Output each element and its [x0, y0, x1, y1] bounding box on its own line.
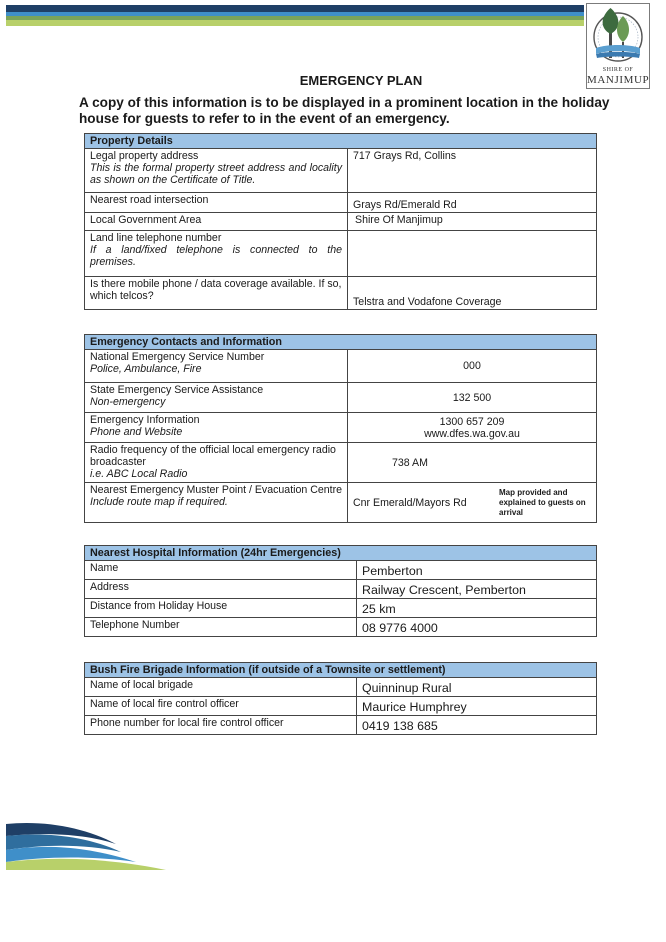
radio-label-cell [85, 443, 348, 483]
muster-note: Map provided and explained to guests on arrival [499, 487, 586, 517]
fire-officer-label: Name of local fire control officer [85, 697, 357, 716]
muster-value-cell [348, 483, 597, 523]
intersection-label: Nearest road intersection [85, 193, 348, 213]
national-number-label: National Emergency Service Number [90, 351, 265, 363]
legal-address-label-cell [85, 149, 348, 193]
national-number-label-cell [85, 350, 348, 383]
brigade-name-label: Name of local brigade [85, 678, 357, 697]
top-band-lime [6, 20, 584, 26]
emergency-contacts-table [84, 334, 597, 523]
landline-hint: If a land/fixed telephone is connected to the premises. [90, 244, 342, 268]
hospital-address-value: Railway Crescent, Pemberton [357, 580, 597, 599]
emergency-info-value [348, 413, 597, 443]
muster-label: Nearest Emergency Muster Point / Evacuation Centre [90, 484, 343, 496]
ses-label-cell [85, 383, 348, 413]
hospital-name-label: Name [85, 561, 357, 580]
logo-name: MANJIMUP [587, 74, 650, 86]
hospital-phone-value: 08 9776 4000 [357, 618, 597, 637]
legal-address-value: 717 Grays Rd, Collins [348, 149, 597, 193]
hospital-address-label: Address [85, 580, 357, 599]
national-number-value: 000 [348, 350, 597, 383]
hospital-distance-value: 25 km [357, 599, 597, 618]
lga-value: Shire Of Manjimup [348, 213, 597, 231]
hospital-phone-label: Telephone Number [85, 618, 357, 637]
hospital-name-value: Pemberton [357, 561, 597, 580]
muster-value: Cnr Emerald/Mayors Rd [353, 496, 467, 509]
emergency-info-label-cell [85, 413, 348, 443]
lga-label: Local Government Area [85, 213, 348, 231]
section-heading-brigade: Bush Fire Brigade Information (if outside of a Townsite or settlement) [85, 663, 597, 678]
ses-hint: Non-emergency [90, 396, 166, 408]
fire-officer-value: Maurice Humphrey [357, 697, 597, 716]
muster-label-cell [85, 483, 348, 523]
muster-hint: Include route map if required. [90, 496, 228, 508]
section-heading-property: Property Details [85, 134, 597, 149]
section-heading-contacts: Emergency Contacts and Information [85, 335, 597, 350]
emergency-info-hint: Phone and Website [90, 426, 183, 438]
legal-address-hint: This is the formal property street address and locality as shown on the Certificate of Title. [90, 162, 342, 186]
legal-address-label: Legal property address [90, 150, 199, 162]
property-details-table [84, 133, 597, 310]
tree-emblem-icon [587, 4, 649, 66]
emergency-info-label: Emergency Information [90, 414, 200, 426]
radio-hint: i.e. ABC Local Radio [90, 468, 188, 480]
logo-top-text: SHIRE OF [602, 67, 634, 73]
page-title: EMERGENCY PLAN [299, 73, 423, 88]
emergency-info-website: www.dfes.wa.gov.au [424, 427, 520, 440]
intersection-value: Grays Rd/Emerald Rd [348, 193, 597, 213]
fire-officer-phone-label: Phone number for local fire control officer [85, 716, 357, 735]
landline-label-cell [85, 231, 348, 277]
brigade-table [84, 662, 597, 735]
footer-swoosh-graphic [6, 822, 171, 874]
ses-label: State Emergency Service Assistance [90, 384, 264, 396]
hospital-table [84, 545, 597, 637]
landline-label: Land line telephone number [90, 232, 222, 244]
section-heading-hospital: Nearest Hospital Information (24hr Emergencies) [85, 546, 597, 561]
page-subtitle: A copy of this information is to be displayed in a prominent location in the holiday house for guests to refer to in the event of an emergency. [79, 95, 610, 126]
radio-label: Radio frequency of the official local emergency radio broadcaster [90, 444, 336, 468]
emergency-info-phone: 1300 657 209 [439, 415, 505, 428]
hospital-distance-label: Distance from Holiday House [85, 599, 357, 618]
landline-value [348, 231, 597, 277]
ses-value: 132 500 [348, 383, 597, 413]
mobile-coverage-label: Is there mobile phone / data coverage available. If so, which telcos? [85, 277, 348, 310]
brigade-name-value: Quinninup Rural [357, 678, 597, 697]
fire-officer-phone-value: 0419 138 685 [357, 716, 597, 735]
mobile-coverage-value: Telstra and Vodafone Coverage [348, 277, 597, 310]
national-number-hint: Police, Ambulance, Fire [90, 363, 202, 375]
radio-value: 738 AM [348, 443, 597, 483]
